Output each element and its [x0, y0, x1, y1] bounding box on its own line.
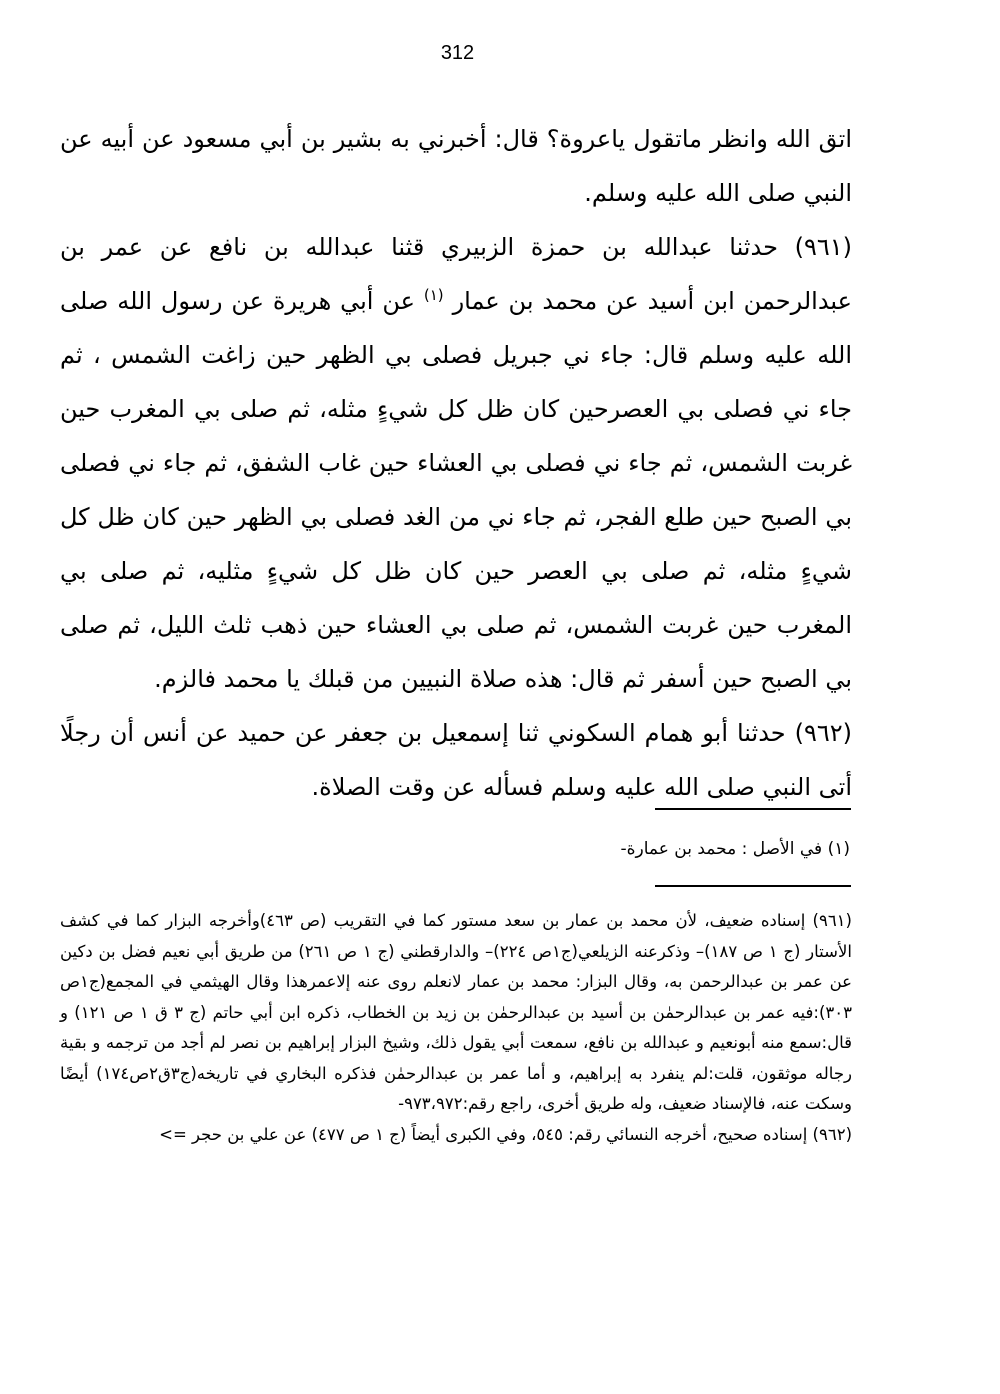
- hadith-961: [60, 220, 852, 706]
- note-962: (٩٦٢) إسناده صحيح، أخرجه النسائي رقم: ٥٤٥، وفي الكبرى أيضاً (ج ١ ص ٤٧٧) عن علي بن حجر =>: [159, 1124, 852, 1144]
- note-961: (٩٦١) إسناده ضعيف، لأن محمد بن عمار بن سعد مستور كما في التقريب (ص ٤٦٣)وأخرجه البزار كما في كشف الأستار (ج ١ ص ١٨٧)– وذكرعنه الزيلعي(ج١ص ٢٢٤)– والدارقطني (ج ١ ص ٢٦١) من طريق أبي نعيم فضل بن دكين عن عمر بن عبدالرحمن به، وقال البزار: محمد بن عمار لانعلم روى عنه إلاعمرهذا وقال الهيثمي في المجمع(ج١ص ٣٠٣):فيه عمر بن عبدالرحمٰن بن أسيد بن عبدالرحمٰن بن زيد بن الخطاب، ذكره ابن أبي حاتم (ج ٣ ق ١ ص ١٢١) و قال:سمع منه أبونعيم و عبدالله بن نافع، سمعت أبي يقول ذلك، وشيخ البزار إبراهيم بن نصر لم أجد من ترجمه و بقية رجاله موثقون، قلت:لم ينفرد به إبراهيم، و أما عمر بن عبدالرحمٰن فذكره البخاري في تاريخه(ج٣ق٢ص١٧٤) أيضًا وسكت عنه، فالإسناد ضعيف، وله طريق أخرى، راجع رقم:٩٧٣،٩٧٢-: [60, 911, 852, 1113]
- paragraph-continuation: اتق الله وانظر ماتقول ياعروة؟ قال: أخبرني به بشير بن أبي مسعود عن أبيه عن النبي صلى الله عليه وسلم.: [60, 125, 852, 207]
- footnote-1: (١) في الأصل : محمد بن عمارة-: [620, 839, 850, 859]
- hadith-961-text-start: (٩٦١) حدثنا عبدالله بن حمزة الزبيري قثنا عبدالله بن نافع عن عمر بن عبدالرحمن ابن أسيد عن محمد بن عمار: [60, 233, 852, 315]
- main-text: [60, 112, 852, 814]
- page-number: 312: [440, 42, 475, 64]
- notes-separator: [655, 885, 851, 887]
- hadith-961-text-end: عن أبي هريرة عن رسول الله صلى الله عليه وسلم قال: جاء ني جبريل فصلى بي الظهر حين زاغت الشمس ، ثم جاء ني فصلى بي العصرحين كان ظل كل شيءٍ مثله، ثم صلى بي المغرب حين غربت الشمس، ثم جاء ني فصلى بي العشاء حين غاب الشفق، ثم جاء ني فصلى بي الصبح حين طلع الفجر، ثم جاء ني من الغد فصلى بي الظهر حين كان ظل كل شيءٍ مثله، ثم صلى بي العصر حين كان ظل كل شيءٍ مثليه، ثم صلى بي المغرب حين غربت الشمس، ثم صلى بي العشاء حين ذهب ثلث الليل، ثم صلى بي الصبح حين أسفر ثم قال: هذه صلاة النبيين من قبلك يا محمد فالزم.: [60, 287, 852, 693]
- footnote-separator: [655, 808, 851, 810]
- hadith-962: (٩٦٢) حدثنا أبو همام السكوني ثنا إسمعيل بن جعفر عن حميد عن أنس أن رجلًا أتى النبي صلى الله عليه وسلم فسأله عن وقت الصلاة.: [60, 719, 852, 801]
- footnote-reference: (١): [423, 286, 444, 304]
- takhrij-notes: [60, 906, 852, 1150]
